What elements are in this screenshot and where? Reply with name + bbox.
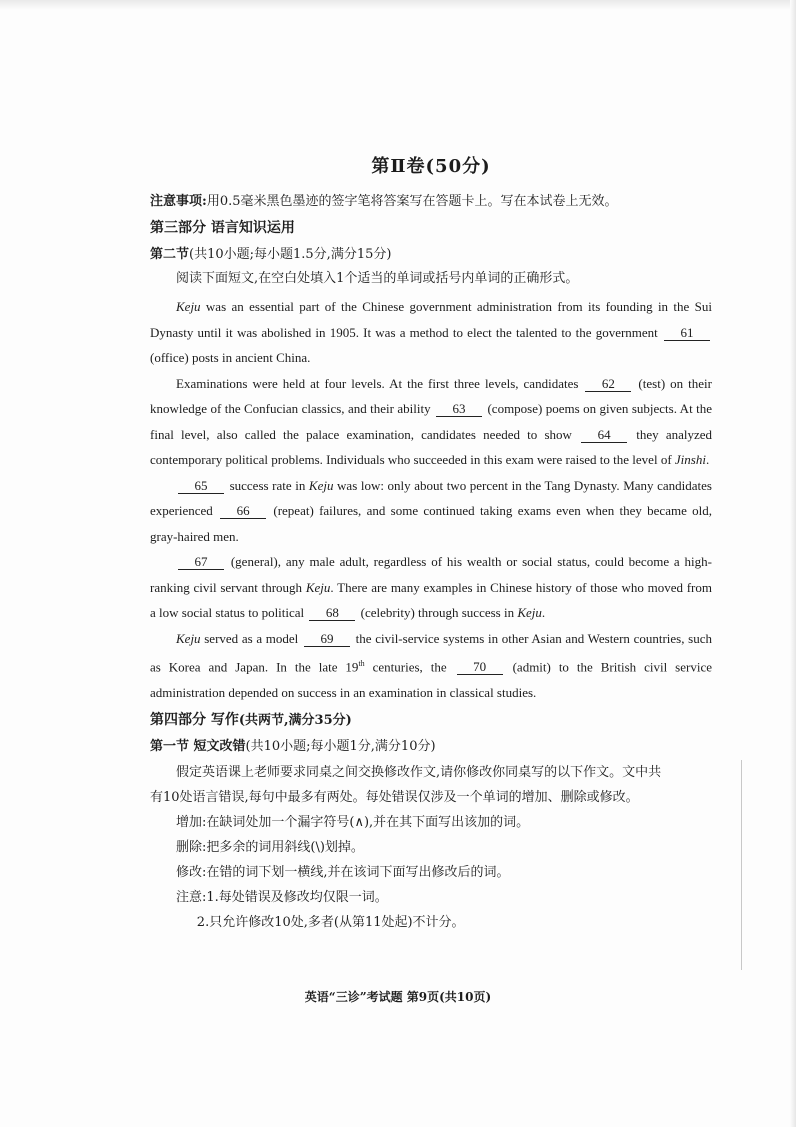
passage-text: was low: only about two percent in the Tang Dynasty. Many candidates experienced [150,477,712,518]
part3-section-info: (共10小题;每小题1.5分,满分15分) [189,247,392,262]
rule-modify: 修改:在错的词下划一横线,并在该词下面写出修改后的词。 [176,865,510,881]
blank-66: 66 [220,503,266,519]
blank-68: 68 [309,605,355,621]
passage-text: served as a model [200,630,302,646]
passage-text: (office) posts in ancient China. [150,350,311,365]
passage-text: (test) on their knowledge of the Confucian classics, and their ability [150,375,712,416]
page-content [150,152,712,935]
passage-text: . [705,452,710,467]
passage-text: (general), any male adult, regardless of his wealth or social status, could become a high-ranking civil servant through [150,554,712,595]
passage-text: (repeat) failures, and some continued taking exams even when they became old, gray-haired men. [150,503,713,544]
notice-text: 用0.5毫米黑色墨迹的签字笔将答案写在答题卡上。写在本试卷上无效。 [206,194,618,209]
passage-text: . [541,605,546,620]
passage-text: . There are many examples in Chinese history of those who moved from a low social status to political [150,579,712,620]
part4-heading-text: 第四部分 写作 [150,712,239,729]
keju-term: Keju [176,299,201,314]
passage-text: they analyzed contemporary political problems. Individuals who succeeded in this exam were raised to the level of [150,426,713,467]
passage-text: (celebrity) through success in [357,605,518,620]
notice-label: 注意事项: [150,194,207,209]
part4-section [150,735,712,754]
keju-term: Keju [305,579,331,595]
part3-section-label: 第二节 [150,247,190,262]
blank-69: 69 [304,631,350,647]
part4-heading-info: (共两节,满分35分) [238,713,352,729]
passage-paragraph-4 [150,549,712,626]
scan-shadow-right [790,0,796,1127]
part4-section-label: 第一节 短文改错 [150,739,246,755]
passage-paragraph-5 [150,626,712,706]
keju-term: Keju [308,477,334,493]
passage-text: success rate in [226,477,309,493]
passage-paragraph-3 [150,473,712,550]
jinshi-term: Jinshi [674,452,706,467]
scan-artifact-line [741,760,742,970]
part3-instruction: 阅读下面短文,在空白处填入1个适当的单词或括号内单词的正确形式。 [176,271,579,286]
page-title: 第Ⅱ卷(50分) [371,156,491,177]
notice [150,190,712,209]
passage-text: (compose) poems on given subjects. At the final level, also called the palace examination, candidates needed to show [150,401,712,442]
blank-64: 64 [581,427,627,443]
part3-section [150,243,712,262]
scan-shadow-top [0,0,796,10]
part4-intro-line1: 假定英语课上老师要求同桌之间交换修改作文,请你修改你同桌写的以下作文。文中共 [176,765,662,781]
superscript-th: th [358,659,365,668]
keju-term: Keju [517,605,542,620]
passage-text: Examinations were held at four levels. At the first three levels, candidates [176,375,584,391]
part4-section-info: (共10小题;每小题1分,满分10分) [245,739,436,755]
passage-paragraph-1 [150,294,712,371]
passage-text: (admit) to the British civil service administration depended on success in an examination in classical studies. [150,659,712,700]
part3-heading: 第三部分 语言知识运用 [150,220,295,236]
rule-add: 增加:在缺词处加一个漏字符号(∧),并在其下面写出该加的词。 [176,815,530,831]
blank-65: 65 [178,478,224,494]
passage-paragraph-2 [150,371,712,473]
page-footer: 英语“三诊”考试题 第9页(共10页) [304,990,492,1004]
blank-67: 67 [178,554,224,570]
keju-term: Keju [176,630,201,646]
part4-heading [150,709,712,729]
passage-text: the civil-service systems in other Asian and Western countries, such as Korea and Japan. In the late 19 [150,630,712,675]
note-2: 2.只允许修改10处,多者(从第11处起)不计分。 [196,915,465,931]
part4-intro-line2: 有10处语言错误,每句中最多有两处。每处错误仅涉及一个单词的增加、删除或修改。 [150,790,639,806]
passage-text: centuries, the [364,659,455,675]
passage-text: was an essential part of the Chinese government administration from its founding in the Sui Dynasty until it was abolished in 1905. It was a method to elect the talented to the government [150,299,712,340]
blank-63: 63 [436,401,482,417]
note-1: 注意:1.每处错误及修改均仅限一词。 [176,890,388,906]
blank-61: 61 [664,325,710,341]
blank-70: 70 [457,659,503,675]
blank-62: 62 [585,376,631,392]
rule-delete: 删除:把多余的词用斜线(\)划掉。 [176,840,364,856]
